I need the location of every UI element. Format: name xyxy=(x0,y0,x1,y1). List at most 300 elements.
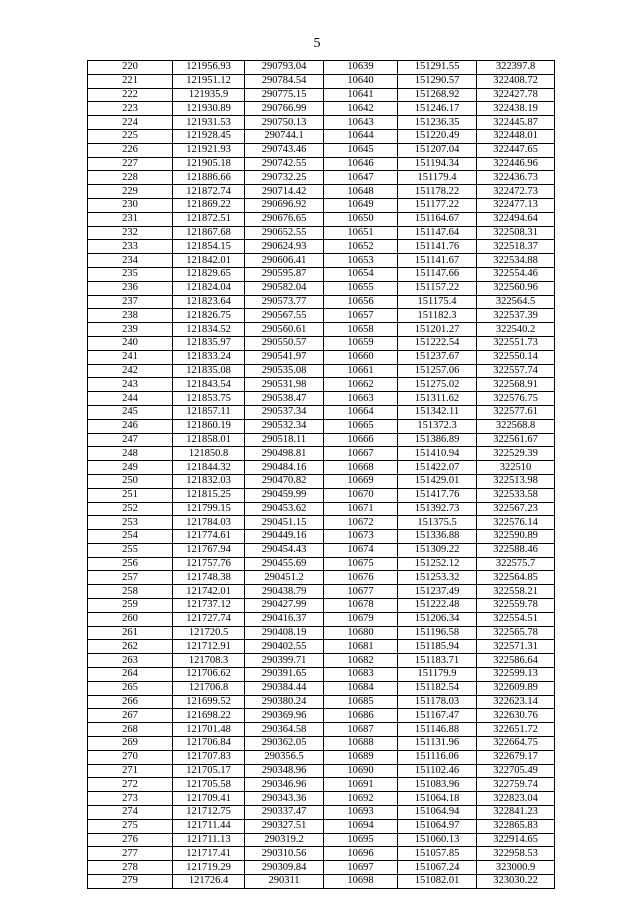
table-cell: 151141.76 xyxy=(398,240,477,254)
table-row xyxy=(88,88,555,102)
table-row xyxy=(88,185,555,199)
table-cell: 10665 xyxy=(324,419,398,433)
table-cell: 322448.01 xyxy=(477,129,555,143)
table-row xyxy=(88,143,555,157)
table-cell: 151201.27 xyxy=(398,323,477,337)
table-cell: 235 xyxy=(88,267,173,281)
table-cell: 322564.85 xyxy=(477,571,555,585)
table-cell: 257 xyxy=(88,571,173,585)
table-cell: 272 xyxy=(88,778,173,792)
table-cell: 10667 xyxy=(324,447,398,461)
table-cell: 10657 xyxy=(324,309,398,323)
table-cell: 270 xyxy=(88,750,173,764)
table-cell: 151157.22 xyxy=(398,281,477,295)
table-cell: 121708.3 xyxy=(173,654,245,668)
table-cell: 151178.22 xyxy=(398,185,477,199)
table-row xyxy=(88,792,555,806)
table-row xyxy=(88,433,555,447)
table-cell: 269 xyxy=(88,737,173,751)
table-cell: 260 xyxy=(88,612,173,626)
table-cell: 10683 xyxy=(324,668,398,682)
table-body xyxy=(88,61,555,889)
table-cell: 10639 xyxy=(324,61,398,75)
table-cell: 121928.45 xyxy=(173,129,245,143)
table-cell: 151207.04 xyxy=(398,143,477,157)
table-cell: 151253.32 xyxy=(398,571,477,585)
table-cell: 10666 xyxy=(324,433,398,447)
table-cell: 290455.69 xyxy=(245,557,324,571)
table-cell: 10656 xyxy=(324,295,398,309)
table-row xyxy=(88,737,555,751)
table-cell: 290560.61 xyxy=(245,323,324,337)
table-row xyxy=(88,750,555,764)
table-cell: 322823.04 xyxy=(477,792,555,806)
table-cell: 10684 xyxy=(324,681,398,695)
table-cell: 151372.3 xyxy=(398,419,477,433)
table-cell: 322664.75 xyxy=(477,737,555,751)
table-cell: 151237.67 xyxy=(398,350,477,364)
table-cell: 322540.2 xyxy=(477,323,555,337)
table-cell: 151309.22 xyxy=(398,543,477,557)
table-cell: 121829.65 xyxy=(173,267,245,281)
table-cell: 10693 xyxy=(324,806,398,820)
table-cell: 322554.51 xyxy=(477,612,555,626)
table-cell: 121869.22 xyxy=(173,198,245,212)
table-row xyxy=(88,267,555,281)
table-cell: 322557.74 xyxy=(477,364,555,378)
table-cell: 322533.58 xyxy=(477,488,555,502)
table-cell: 10653 xyxy=(324,254,398,268)
table-cell: 322550.14 xyxy=(477,350,555,364)
table-cell: 10645 xyxy=(324,143,398,157)
table-cell: 322427.78 xyxy=(477,88,555,102)
page-number: 5 xyxy=(313,36,321,51)
table-cell: 121742.01 xyxy=(173,585,245,599)
table-row xyxy=(88,668,555,682)
table-row xyxy=(88,516,555,530)
table-cell: 323030.22 xyxy=(477,875,555,889)
table-cell: 290793.04 xyxy=(245,61,324,75)
table-cell: 250 xyxy=(88,474,173,488)
table-row xyxy=(88,819,555,833)
table-cell: 242 xyxy=(88,364,173,378)
table-cell: 151164.67 xyxy=(398,212,477,226)
table-cell: 234 xyxy=(88,254,173,268)
table-cell: 322599.13 xyxy=(477,668,555,682)
table-cell: 151386.89 xyxy=(398,433,477,447)
table-cell: 290356.5 xyxy=(245,750,324,764)
table-cell: 10641 xyxy=(324,88,398,102)
table-cell: 322914.65 xyxy=(477,833,555,847)
table-cell: 259 xyxy=(88,599,173,613)
table-cell: 10654 xyxy=(324,267,398,281)
table-cell: 239 xyxy=(88,323,173,337)
table-cell: 10671 xyxy=(324,502,398,516)
table-cell: 151082.01 xyxy=(398,875,477,889)
table-cell: 290676.65 xyxy=(245,212,324,226)
table-cell: 121705.17 xyxy=(173,764,245,778)
table-row xyxy=(88,309,555,323)
table-cell: 322651.72 xyxy=(477,723,555,737)
table-cell: 121857.11 xyxy=(173,405,245,419)
table-cell: 290346.96 xyxy=(245,778,324,792)
table-cell: 10642 xyxy=(324,102,398,116)
table-cell: 10661 xyxy=(324,364,398,378)
table-cell: 10650 xyxy=(324,212,398,226)
table-cell: 151116.06 xyxy=(398,750,477,764)
table-row xyxy=(88,764,555,778)
table-cell: 290750.13 xyxy=(245,116,324,130)
table-row xyxy=(88,212,555,226)
table-cell: 151222.54 xyxy=(398,336,477,350)
table-cell: 151410.94 xyxy=(398,447,477,461)
table-cell: 265 xyxy=(88,681,173,695)
table-cell: 290484.16 xyxy=(245,461,324,475)
table-cell: 322447.65 xyxy=(477,143,555,157)
table-cell: 10658 xyxy=(324,323,398,337)
table-row xyxy=(88,557,555,571)
table-cell: 151375.5 xyxy=(398,516,477,530)
table-cell: 151291.55 xyxy=(398,61,477,75)
table-cell: 290696.92 xyxy=(245,198,324,212)
table-cell: 290573.77 xyxy=(245,295,324,309)
table-cell: 322568.8 xyxy=(477,419,555,433)
table-cell: 322841.23 xyxy=(477,806,555,820)
table-cell: 268 xyxy=(88,723,173,737)
table-cell: 121774.61 xyxy=(173,530,245,544)
table-row xyxy=(88,474,555,488)
table-cell: 322551.73 xyxy=(477,336,555,350)
table-cell: 151194.34 xyxy=(398,157,477,171)
table-cell: 222 xyxy=(88,88,173,102)
table-row xyxy=(88,281,555,295)
table-cell: 290427.99 xyxy=(245,599,324,613)
table-cell: 151067.24 xyxy=(398,861,477,875)
table-row xyxy=(88,723,555,737)
table-cell: 290567.55 xyxy=(245,309,324,323)
table-cell: 290537.34 xyxy=(245,405,324,419)
table-cell: 290742.55 xyxy=(245,157,324,171)
table-cell: 290343.36 xyxy=(245,792,324,806)
table-cell: 290732.25 xyxy=(245,171,324,185)
table-row xyxy=(88,364,555,378)
table-cell: 255 xyxy=(88,543,173,557)
table-cell: 121824.04 xyxy=(173,281,245,295)
table-cell: 241 xyxy=(88,350,173,364)
table-cell: 10686 xyxy=(324,709,398,723)
table-cell: 236 xyxy=(88,281,173,295)
table-cell: 121956.93 xyxy=(173,61,245,75)
table-cell: 10662 xyxy=(324,378,398,392)
table-row xyxy=(88,129,555,143)
table-cell: 290606.41 xyxy=(245,254,324,268)
table-cell: 121709.41 xyxy=(173,792,245,806)
table-cell: 151429.01 xyxy=(398,474,477,488)
table-cell: 10651 xyxy=(324,226,398,240)
table-cell: 290309.84 xyxy=(245,861,324,875)
table-cell: 151167.47 xyxy=(398,709,477,723)
table-cell: 151246.17 xyxy=(398,102,477,116)
table-cell: 121706.62 xyxy=(173,668,245,682)
table-cell: 245 xyxy=(88,405,173,419)
table-cell: 151268.92 xyxy=(398,88,477,102)
table-cell: 121706.84 xyxy=(173,737,245,751)
table-cell: 290531.98 xyxy=(245,378,324,392)
table-cell: 253 xyxy=(88,516,173,530)
table-cell: 290582.04 xyxy=(245,281,324,295)
table-row xyxy=(88,254,555,268)
table-cell: 290369.96 xyxy=(245,709,324,723)
table-cell: 322577.61 xyxy=(477,405,555,419)
table-cell: 151342.11 xyxy=(398,405,477,419)
table-cell: 121748.38 xyxy=(173,571,245,585)
table-cell: 322588.46 xyxy=(477,543,555,557)
table-cell: 290775.15 xyxy=(245,88,324,102)
table-cell: 290766.99 xyxy=(245,102,324,116)
table-cell: 290319.2 xyxy=(245,833,324,847)
table-cell: 322590.89 xyxy=(477,530,555,544)
table-row xyxy=(88,833,555,847)
table-row xyxy=(88,240,555,254)
table-cell: 290408.19 xyxy=(245,626,324,640)
table-cell: 290402.55 xyxy=(245,640,324,654)
table-cell: 10664 xyxy=(324,405,398,419)
table-row xyxy=(88,778,555,792)
table-cell: 238 xyxy=(88,309,173,323)
table-cell: 151102.46 xyxy=(398,764,477,778)
table-cell: 279 xyxy=(88,875,173,889)
table-cell: 290348.96 xyxy=(245,764,324,778)
table-cell: 121931.53 xyxy=(173,116,245,130)
table-cell: 290311 xyxy=(245,875,324,889)
table-cell: 10649 xyxy=(324,198,398,212)
table-cell: 322679.17 xyxy=(477,750,555,764)
table-cell: 223 xyxy=(88,102,173,116)
table-cell: 262 xyxy=(88,640,173,654)
table-cell: 322438.19 xyxy=(477,102,555,116)
table-cell: 322529.39 xyxy=(477,447,555,461)
table-cell: 322865.83 xyxy=(477,819,555,833)
table-cell: 151222.48 xyxy=(398,599,477,613)
table-cell: 10640 xyxy=(324,74,398,88)
table-cell: 244 xyxy=(88,392,173,406)
table-cell: 258 xyxy=(88,585,173,599)
table-cell: 322408.72 xyxy=(477,74,555,88)
table-cell: 322436.73 xyxy=(477,171,555,185)
table-cell: 232 xyxy=(88,226,173,240)
table-cell: 10646 xyxy=(324,157,398,171)
table-cell: 121858.01 xyxy=(173,433,245,447)
table-cell: 266 xyxy=(88,695,173,709)
table-cell: 254 xyxy=(88,530,173,544)
table-cell: 151179.9 xyxy=(398,668,477,682)
table-cell: 249 xyxy=(88,461,173,475)
table-cell: 290459.99 xyxy=(245,488,324,502)
table-cell: 121832.03 xyxy=(173,474,245,488)
table-row xyxy=(88,102,555,116)
table-cell: 221 xyxy=(88,74,173,88)
table-cell: 290518.11 xyxy=(245,433,324,447)
table-cell: 121867.68 xyxy=(173,226,245,240)
table-cell: 151146.88 xyxy=(398,723,477,737)
table-cell: 121815.25 xyxy=(173,488,245,502)
table-cell: 225 xyxy=(88,129,173,143)
table-cell: 121711.13 xyxy=(173,833,245,847)
table-cell: 151064.18 xyxy=(398,792,477,806)
table-cell: 10643 xyxy=(324,116,398,130)
table-row xyxy=(88,198,555,212)
table-cell: 151392.73 xyxy=(398,502,477,516)
table-cell: 10663 xyxy=(324,392,398,406)
table-row xyxy=(88,543,555,557)
table-cell: 322446.96 xyxy=(477,157,555,171)
table-cell: 322513.98 xyxy=(477,474,555,488)
table-row xyxy=(88,488,555,502)
table-cell: 121726.4 xyxy=(173,875,245,889)
table-cell: 278 xyxy=(88,861,173,875)
table-cell: 322565.78 xyxy=(477,626,555,640)
table-cell: 151131.96 xyxy=(398,737,477,751)
table-cell: 322575.7 xyxy=(477,557,555,571)
table-cell: 10659 xyxy=(324,336,398,350)
table-cell: 151196.58 xyxy=(398,626,477,640)
table-cell: 290438.79 xyxy=(245,585,324,599)
table-cell: 121699.52 xyxy=(173,695,245,709)
table-cell: 151290.57 xyxy=(398,74,477,88)
table-cell: 121719.29 xyxy=(173,861,245,875)
table-cell: 322508.31 xyxy=(477,226,555,240)
table-row xyxy=(88,461,555,475)
table-cell: 248 xyxy=(88,447,173,461)
table-cell: 290595.87 xyxy=(245,267,324,281)
table-row xyxy=(88,226,555,240)
coordinates-table xyxy=(87,60,555,889)
table-cell: 151064.97 xyxy=(398,819,477,833)
table-cell: 229 xyxy=(88,185,173,199)
table-cell: 10697 xyxy=(324,861,398,875)
table-cell: 121706.8 xyxy=(173,681,245,695)
table-cell: 151275.02 xyxy=(398,378,477,392)
table-cell: 10694 xyxy=(324,819,398,833)
table-cell: 151141.67 xyxy=(398,254,477,268)
table-cell: 220 xyxy=(88,61,173,75)
table-cell: 151422.07 xyxy=(398,461,477,475)
table-cell: 290652.55 xyxy=(245,226,324,240)
table-cell: 10691 xyxy=(324,778,398,792)
table-row xyxy=(88,419,555,433)
table-cell: 151185.94 xyxy=(398,640,477,654)
table-cell: 322559.78 xyxy=(477,599,555,613)
table-cell: 10677 xyxy=(324,585,398,599)
table-cell: 322537.39 xyxy=(477,309,555,323)
table-cell: 121711.44 xyxy=(173,819,245,833)
table-cell: 322630.76 xyxy=(477,709,555,723)
table-cell: 290454.43 xyxy=(245,543,324,557)
table-cell: 10669 xyxy=(324,474,398,488)
table-row xyxy=(88,681,555,695)
table-cell: 151179.4 xyxy=(398,171,477,185)
table-cell: 10687 xyxy=(324,723,398,737)
table-cell: 151177.22 xyxy=(398,198,477,212)
table-cell: 290535.08 xyxy=(245,364,324,378)
table-row xyxy=(88,378,555,392)
table-cell: 121833.24 xyxy=(173,350,245,364)
table-cell: 121727.74 xyxy=(173,612,245,626)
table-cell: 121698.22 xyxy=(173,709,245,723)
table-cell: 322576.14 xyxy=(477,516,555,530)
table-cell: 10696 xyxy=(324,847,398,861)
table-cell: 151220.49 xyxy=(398,129,477,143)
table-cell: 151175.4 xyxy=(398,295,477,309)
table-cell: 322510 xyxy=(477,461,555,475)
table-cell: 121826.75 xyxy=(173,309,245,323)
table-cell: 274 xyxy=(88,806,173,820)
table-cell: 322759.74 xyxy=(477,778,555,792)
table-cell: 121853.75 xyxy=(173,392,245,406)
table-cell: 322494.64 xyxy=(477,212,555,226)
table-cell: 264 xyxy=(88,668,173,682)
table-cell: 151311.62 xyxy=(398,392,477,406)
table-cell: 151336.88 xyxy=(398,530,477,544)
table-cell: 10668 xyxy=(324,461,398,475)
table-cell: 290451.15 xyxy=(245,516,324,530)
table-cell: 121712.75 xyxy=(173,806,245,820)
table-cell: 240 xyxy=(88,336,173,350)
table-cell: 10698 xyxy=(324,875,398,889)
table-cell: 10688 xyxy=(324,737,398,751)
table-cell: 121720.5 xyxy=(173,626,245,640)
table-row xyxy=(88,847,555,861)
table-cell: 228 xyxy=(88,171,173,185)
table-cell: 10680 xyxy=(324,626,398,640)
table-row xyxy=(88,654,555,668)
table-cell: 151417.76 xyxy=(398,488,477,502)
table-row xyxy=(88,695,555,709)
table-cell: 290470.82 xyxy=(245,474,324,488)
table-cell: 322586.64 xyxy=(477,654,555,668)
table-cell: 121757.76 xyxy=(173,557,245,571)
table-row xyxy=(88,861,555,875)
table-cell: 151257.06 xyxy=(398,364,477,378)
table-cell: 121767.94 xyxy=(173,543,245,557)
table-cell: 322397.8 xyxy=(477,61,555,75)
table-cell: 322472.73 xyxy=(477,185,555,199)
table-cell: 230 xyxy=(88,198,173,212)
table-cell: 121872.74 xyxy=(173,185,245,199)
table-cell: 121843.54 xyxy=(173,378,245,392)
table-cell: 290541.97 xyxy=(245,350,324,364)
table-cell: 290714.42 xyxy=(245,185,324,199)
table-cell: 151060.13 xyxy=(398,833,477,847)
table-cell: 290362.05 xyxy=(245,737,324,751)
table-row xyxy=(88,171,555,185)
table-row xyxy=(88,157,555,171)
table-row xyxy=(88,612,555,626)
table-cell: 237 xyxy=(88,295,173,309)
table-cell: 227 xyxy=(88,157,173,171)
table-row xyxy=(88,350,555,364)
table-cell: 322558.21 xyxy=(477,585,555,599)
table-cell: 322958.53 xyxy=(477,847,555,861)
table-cell: 290744.1 xyxy=(245,129,324,143)
table-cell: 121823.64 xyxy=(173,295,245,309)
table-cell: 121799.15 xyxy=(173,502,245,516)
table-cell: 256 xyxy=(88,557,173,571)
table-cell: 322445.87 xyxy=(477,116,555,130)
table-cell: 323000.9 xyxy=(477,861,555,875)
table-cell: 10682 xyxy=(324,654,398,668)
table-cell: 322567.23 xyxy=(477,502,555,516)
